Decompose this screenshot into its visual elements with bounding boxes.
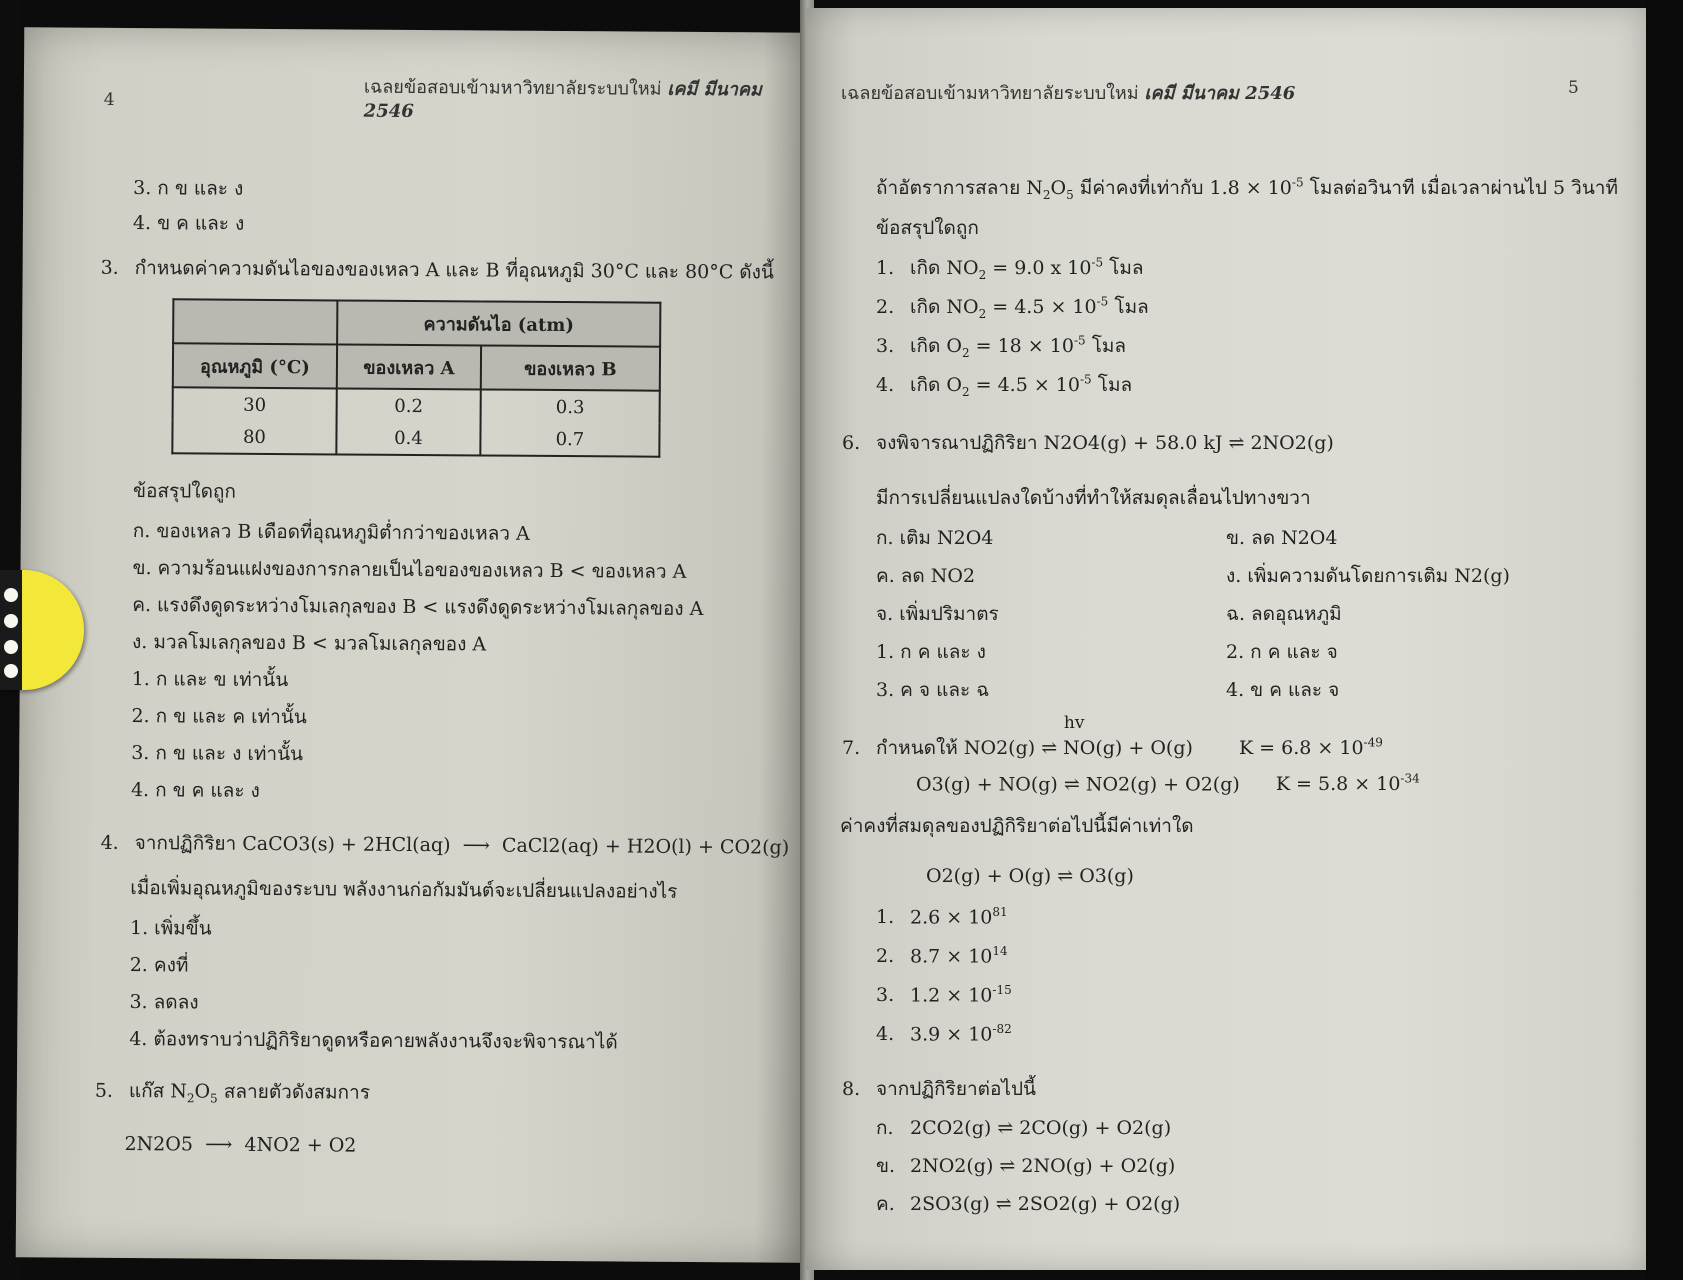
reaction-item xyxy=(876,1151,1175,1181)
option-text: โมล xyxy=(1103,257,1144,279)
header-subject: เคมี มีนาคม 2546 xyxy=(1144,83,1296,104)
statement: ค. แรงดึงดูดระหว่างโมเลกุลของ B < แรงดึงดูดระหว่างโมเลกุลของ A xyxy=(132,594,704,621)
table-cell: 0.7 xyxy=(480,422,659,456)
option xyxy=(876,331,1126,361)
table-cell: 30 xyxy=(173,387,337,421)
page-number: 5 xyxy=(1568,78,1579,98)
subscript: 2 xyxy=(961,345,970,360)
exponent: -5 xyxy=(1291,175,1304,190)
equation: O3(g) + NO(g) ⇌ NO2(g) + O2(g) xyxy=(916,773,1240,796)
vapor-pressure-table xyxy=(171,298,661,457)
header-text: เฉลยข้อสอบเข้ามหาวิทยาลัยระบบใหม่ xyxy=(841,83,1139,104)
option-text: โมล xyxy=(1091,374,1133,396)
reaction-item xyxy=(876,1189,1180,1219)
choice: ฉ. ลดอุณหภูมิ xyxy=(1226,603,1342,625)
option-text: = 18 × 10 xyxy=(969,335,1074,357)
subscript: 2 xyxy=(978,267,987,282)
table-corner xyxy=(173,299,337,344)
item-label: ก. xyxy=(876,1117,894,1139)
statement: ข. ความร้อนแฝงของการกลายเป็นไอของของเหลว B < ของเหลว A xyxy=(132,557,687,583)
background-edge-right xyxy=(1646,0,1683,1280)
option-text: 3.9 × 10 xyxy=(910,1023,993,1046)
table-header-a: ของเหลว A xyxy=(337,344,481,389)
table-header-temp: อุณหภูมิ (°C) xyxy=(173,343,337,388)
k-text: K = 6.8 × 10 xyxy=(1238,737,1364,759)
header-subject: เคมี มีนาคม 2546 xyxy=(363,78,762,122)
text: โมลต่อวินาที เมื่อเวลาผ่านไป 5 วินาที xyxy=(1309,177,1618,199)
option: 1. เพิ่มขึ้น xyxy=(129,917,212,940)
option-number: 1. xyxy=(876,257,895,279)
option: 4. ก ข ค และ ง xyxy=(130,779,260,802)
decomposition-equation xyxy=(124,1133,356,1157)
equation: NO2(g) ⇌ NO(g) + O(g) xyxy=(963,737,1193,759)
question-number: 3. xyxy=(100,256,119,279)
option xyxy=(876,292,1149,322)
option: 4. ต้องทราบว่าปฏิกิริยาดูดหรือคายพลังงานจึงจะพิจารณาได้ xyxy=(129,1028,618,1054)
question-number: 5. xyxy=(94,1079,114,1102)
clip-hole xyxy=(4,640,18,654)
clip-hole xyxy=(4,614,18,628)
option xyxy=(876,1022,1012,1045)
option-text: 2.6 × 10 xyxy=(910,906,993,929)
exponent: -49 xyxy=(1363,735,1383,750)
table-cell: 0.2 xyxy=(337,388,481,422)
option-text: เกิด O xyxy=(910,335,962,357)
page-number: 4 xyxy=(103,89,115,110)
option: 3. ก ข และ ง เท่านั้น xyxy=(131,742,304,766)
arrow-icon: ⟶ xyxy=(456,834,496,857)
exponent: 81 xyxy=(992,905,1008,919)
option: 4. ข ค และ ง xyxy=(132,212,245,235)
option-number: 1. xyxy=(876,906,895,929)
option-text: เกิด O xyxy=(910,374,962,396)
question-number: 7. xyxy=(842,737,861,759)
option-number: 4. xyxy=(876,1023,895,1046)
choice: ค. ลด NO2 xyxy=(876,565,976,587)
option-number: 3. xyxy=(876,984,895,1007)
option: 2. ก ค และ จ xyxy=(1226,641,1338,663)
option: 2. ก ข และ ค เท่านั้น xyxy=(131,705,307,729)
question-lead: มีการเปลี่ยนแปลงใดบ้างที่ทำให้สมดุลเลื่อนไปทางขวา xyxy=(876,487,1311,509)
exponent: -5 xyxy=(1096,294,1109,309)
equation: 2SO3(g) ⇌ 2SO2(g) + O2(g) xyxy=(910,1193,1181,1215)
exponent: 14 xyxy=(992,944,1008,958)
option: 2. คงที่ xyxy=(129,954,189,977)
reaction-reactants: CaCO3(s) + 2HCl(aq) xyxy=(242,832,451,857)
option-text: เกิด NO xyxy=(910,296,979,318)
question-number: 6. xyxy=(842,432,861,454)
exponent: -82 xyxy=(992,1022,1012,1036)
option xyxy=(876,983,1012,1006)
option-number: 3. xyxy=(876,335,895,357)
option: 3. ค จ และ ฉ xyxy=(876,679,990,701)
question-text: จากปฏิกิริยา xyxy=(134,832,237,855)
question-text: กำหนดค่าความดันไอของของเหลว A และ B ที่อุณหภูมิ 30°C และ 80°C ดังนี้ xyxy=(134,257,774,284)
table-header-b: ของเหลว B xyxy=(481,345,660,390)
option-text: = 4.5 × 10 xyxy=(969,374,1080,396)
option: 4. ข ค และ จ xyxy=(1226,679,1340,701)
text: มีค่าคงที่เท่ากับ 1.8 × 10 xyxy=(1079,177,1292,199)
equation-left: 2N2O5 xyxy=(124,1132,194,1156)
option-text: โมล xyxy=(1085,335,1127,357)
question-lead: ค่าคงที่สมดุลของปฏิกิริยาต่อไปนี้มีค่าเท่าใด xyxy=(840,815,1194,837)
statement: ก. ของเหลว B เดือดที่อุณหภูมิต่ำกว่าของเหลว A xyxy=(132,520,530,545)
text: ถ้าอัตราการสลาย xyxy=(876,177,1021,199)
choice: ก. เติม N2O4 xyxy=(876,527,994,549)
option-text: โมล xyxy=(1108,296,1149,318)
table-cell: 0.3 xyxy=(481,389,660,423)
question-text: สลายตัวดังสมการ xyxy=(223,1080,371,1104)
option xyxy=(876,944,1008,967)
light-label: hv xyxy=(1063,713,1085,733)
option xyxy=(876,370,1132,400)
exponent: -15 xyxy=(992,983,1012,997)
option-text: = 9.0 x 10 xyxy=(986,257,1092,279)
clip-hole xyxy=(4,664,18,678)
k-text: K = 5.8 × 10 xyxy=(1275,773,1401,796)
equation-right: 4NO2 + O2 xyxy=(244,1133,357,1157)
question-8 xyxy=(842,1074,1036,1104)
question-3 xyxy=(101,253,775,288)
question-text: จงพิจารณาปฏิกิริยา xyxy=(876,432,1038,454)
equation: 2CO2(g) ⇌ 2CO(g) + O2(g) xyxy=(910,1117,1172,1139)
option xyxy=(876,253,1144,283)
option-text: = 4.5 × 10 xyxy=(986,296,1097,318)
option-text: 1.2 × 10 xyxy=(910,984,993,1007)
reaction-products: CaCl2(aq) + H2O(l) + CO2(g) xyxy=(501,834,790,859)
target-equation: O2(g) + O(g) ⇌ O3(g) xyxy=(926,865,1134,887)
subscript: 2 xyxy=(961,384,970,399)
question-number: 8. xyxy=(842,1078,861,1100)
option: 3. ลดลง xyxy=(129,991,199,1014)
table-cell: 80 xyxy=(172,420,336,454)
choice: ข. ลด N2O4 xyxy=(1226,527,1338,549)
option xyxy=(876,905,1008,928)
question-4 xyxy=(101,828,790,863)
equation-2 xyxy=(916,772,1420,795)
question-5: 5. แก๊ส $N_2O_5$ สลายตัวดังสมการ xyxy=(94,1079,371,1106)
option-number: 4. xyxy=(876,374,895,396)
question-lead: เมื่อเพิ่มอุณหภูมิของระบบ พลังงานก่อกัมมันต์จะเปลี่ยนแปลงอย่างไร xyxy=(130,877,678,903)
question-text: จากปฏิกิริยาต่อไปนี้ xyxy=(876,1078,1036,1100)
table-cell: 0.4 xyxy=(336,421,480,455)
subscript: 2 xyxy=(978,306,987,321)
option: 1. ก ค และ ง xyxy=(876,641,986,663)
option-text: เกิด NO xyxy=(910,257,979,279)
left-page xyxy=(16,27,811,1262)
question-7 xyxy=(842,713,1383,763)
option: 1. ก และ ข เท่านั้น xyxy=(131,668,289,692)
exponent: -5 xyxy=(1091,255,1104,270)
arrow-icon: ⟶ xyxy=(198,1133,239,1156)
table-row xyxy=(173,387,660,423)
k-value xyxy=(1276,773,1420,795)
q5-continued: ถ้าอัตราการสลาย $N_2O_5$ มีค่าคงที่เท่ากับ $1.8 \times 10^{-5}$ โมลต่อวินาที เมื่อเวลาผ่านไป 5 วินาที xyxy=(876,175,1618,202)
right-header xyxy=(841,78,1295,107)
question-lead: ข้อสรุปใดถูก xyxy=(132,480,237,503)
exponent: -5 xyxy=(1080,372,1092,387)
exponent: -5 xyxy=(1073,333,1086,348)
item-label: ค. xyxy=(876,1193,895,1215)
reaction-item xyxy=(876,1113,1171,1143)
question-number: 4. xyxy=(100,831,119,854)
item-label: ข. xyxy=(876,1155,896,1177)
equation-1 xyxy=(963,713,1199,759)
choice: จ. เพิ่มปริมาตร xyxy=(876,603,999,625)
header-text: เฉลยข้อสอบเข้ามหาวิทยาลัยระบบใหม่ xyxy=(363,76,662,100)
reaction: N2O4(g) + 58.0 kJ ⇌ 2NO2(g) xyxy=(1043,432,1334,454)
k-value xyxy=(1239,737,1383,759)
table-row xyxy=(172,420,659,456)
question-text: กำหนดให้ xyxy=(876,737,958,759)
choice: ง. เพิ่มความดันโดยการเติม N2(g) xyxy=(1226,565,1510,587)
option-number: 2. xyxy=(876,945,895,968)
exponent: -34 xyxy=(1400,772,1420,786)
left-header xyxy=(364,72,810,125)
option-number: 2. xyxy=(876,296,895,318)
question-6 xyxy=(842,428,1334,458)
statement: ง. มวลโมเลกุลของ B < มวลโมเลกุลของ A xyxy=(131,631,487,656)
table-group-header: ความดันไอ (atm) xyxy=(337,300,660,346)
question-text: แก๊ส xyxy=(128,1080,165,1103)
option: 3. ก ข และ ง xyxy=(133,177,244,200)
clip-hole xyxy=(4,588,18,602)
question-lead: ข้อสรุปใดถูก xyxy=(876,217,979,239)
equation: 2NO2(g) ⇌ 2NO(g) + O2(g) xyxy=(910,1155,1176,1177)
right-page xyxy=(806,8,1646,1270)
option-text: 8.7 × 10 xyxy=(910,945,993,968)
